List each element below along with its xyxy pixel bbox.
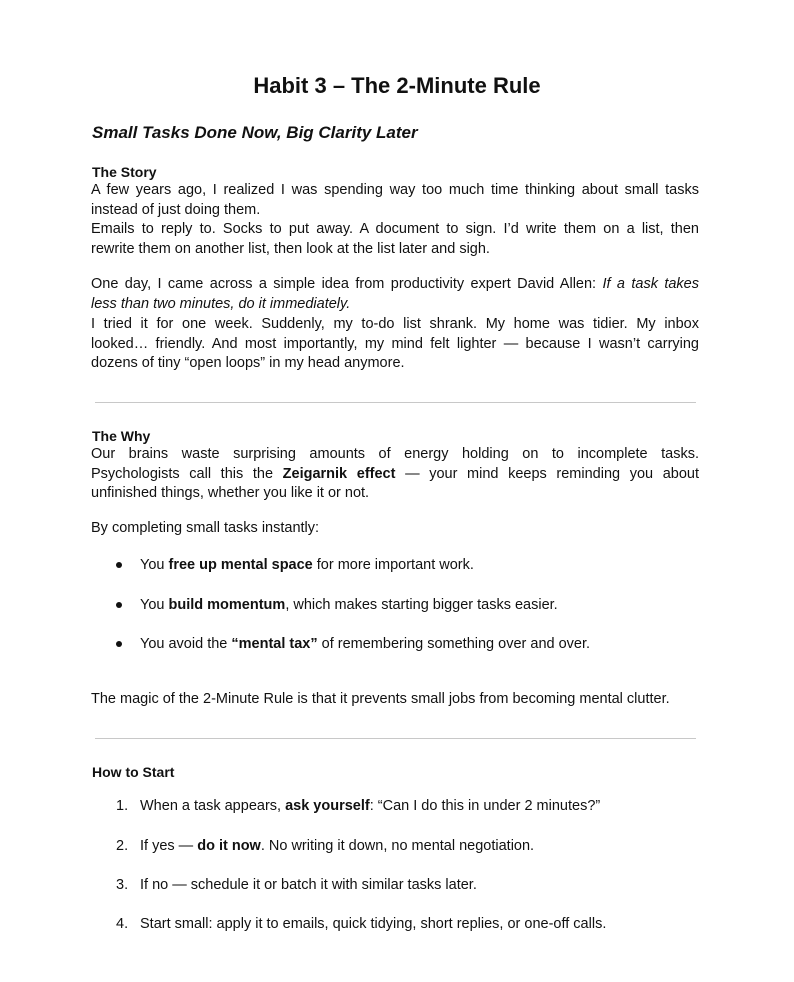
bullet-text [140, 556, 474, 575]
bullet-bold: free up mental space [168, 557, 313, 573]
bullet-bold: “mental tax” [231, 636, 318, 652]
item-number: 2. [116, 838, 129, 854]
why-p1-text: Psychologists call this the [91, 465, 283, 482]
bullet-bold: build momentum [168, 597, 286, 613]
story-paragraph-3 [91, 275, 699, 314]
item-pre: If no — schedule it or batch it with similar tasks later. [140, 877, 477, 893]
why-closing: The magic of the 2-Minute Rule is that it prevents small jobs from becoming mental clutter. [91, 691, 670, 707]
story-p1-line1: A few years ago, I realized I was spending way too much time thinking about small tasks [91, 182, 699, 198]
why-p1-line1: Our brains waste surprising amounts of energy holding on to incomplete tasks. [91, 446, 699, 462]
section-divider [95, 402, 696, 403]
bullet-text [140, 596, 558, 615]
item-bold: ask yourself [285, 798, 370, 814]
item-number: 3. [116, 877, 129, 893]
page-title: Habit 3 – The 2-Minute Rule [253, 73, 541, 98]
bullet-dot [116, 562, 122, 568]
bullet-post: , which makes starting bigger tasks easier. [285, 597, 558, 613]
story-paragraph-2 [91, 220, 699, 259]
bullet-text [140, 635, 590, 654]
section-divider [95, 738, 696, 739]
page-subtitle: Small Tasks Done Now, Big Clarity Later [92, 123, 418, 142]
zeigarnik-term: Zeigarnik effect [282, 465, 396, 482]
story-p2-line2: rewrite them on another list, then look at the list later and sigh. [91, 240, 490, 257]
why-heading: The Why [92, 428, 151, 444]
item-number: 4. [116, 916, 129, 932]
story-p3-line1 [91, 275, 699, 295]
bullet-pre: You [140, 597, 169, 613]
bullet-dot [116, 641, 122, 647]
item-text [140, 876, 477, 895]
story-paragraph-1 [91, 181, 699, 220]
why-p1-text-cont: — your mind keeps reminding you about [395, 465, 700, 482]
story-p3-text: One day, I came across a simple idea from productivity expert David Allen: [91, 276, 603, 292]
story-p1-line2: instead of just doing them. [91, 201, 261, 218]
bullet-post: for more important work. [312, 557, 474, 573]
item-text [140, 797, 600, 816]
item-number: 1. [116, 798, 129, 814]
story-paragraph-4 [91, 315, 699, 374]
story-p4-line1: I tried it for one week. Suddenly, my to-do list shrank. My home was tidier. My inbox [91, 316, 699, 332]
bullet-pre: You [140, 557, 169, 573]
item-text [140, 837, 534, 856]
start-heading: How to Start [92, 764, 175, 780]
why-intro: By completing small tasks instantly: [91, 520, 320, 536]
item-text [140, 915, 606, 934]
story-heading: The Story [92, 164, 157, 180]
item-pre: If yes — [140, 838, 198, 854]
bullet-post: of remembering something over and over. [317, 636, 591, 652]
why-p1-line3: unfinished things, whether you like it or not. [91, 485, 370, 501]
why-paragraph-1 [91, 445, 699, 504]
item-pre: Start small: apply it to emails, quick tidying, short replies, or one-off calls. [140, 916, 607, 932]
story-p2-line1: Emails to reply to. Socks to put away. A document to sign. I’d write them on a list, then [91, 221, 699, 237]
story-p3-quote-end: less than two minutes, do it immediately. [91, 295, 351, 312]
item-pre: When a task appears, [140, 798, 286, 814]
item-post: : “Can I do this in under 2 minutes?” [369, 798, 601, 814]
story-p3-quote-start: If a task takes [602, 276, 699, 292]
bullet-dot [116, 602, 122, 608]
item-post: . No writing it down, no mental negotiation. [260, 838, 535, 854]
story-p4-line3: dozens of tiny “open loops” in my head anymore. [91, 355, 405, 371]
item-bold: do it now [197, 838, 261, 854]
story-p4-line2: looked… friendly. And most importantly, my mind felt lighter — because I wasn’t carrying [91, 335, 699, 352]
why-p1-line2 [91, 465, 699, 485]
bullet-pre: You avoid the [140, 636, 232, 652]
